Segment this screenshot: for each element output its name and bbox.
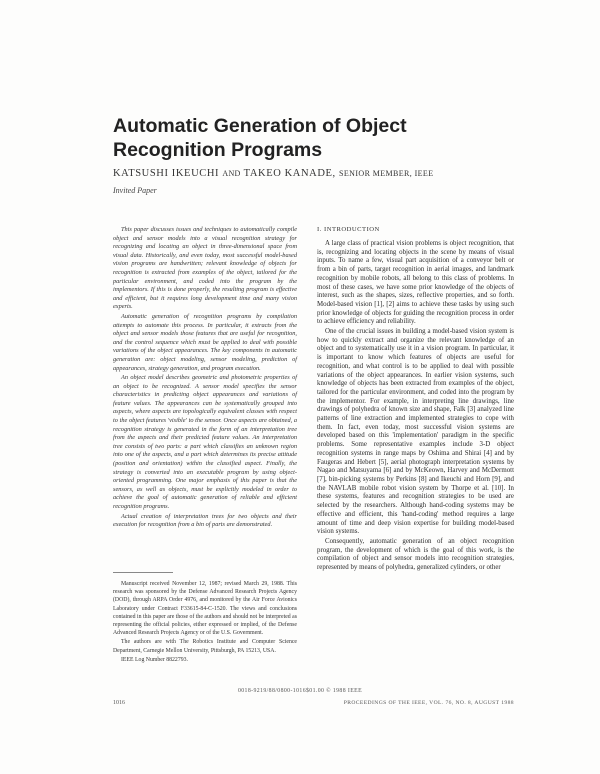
- footnote: [113, 580, 297, 678]
- author-line: [113, 168, 493, 179]
- author-ikeuchi: KATSUSHI IKEUCHI: [113, 168, 220, 179]
- intro-paragraph: Consequently, automatic generation of an object recognition program, the development of which is the goal of this work, is the compilation of object and sensor models into recognition strategies, represented by means of polyhedra, generalized cylinders, or other: [317, 537, 514, 572]
- author-membership: SENIOR MEMBER, IEEE: [339, 169, 434, 178]
- page-number: 1016: [113, 700, 125, 706]
- footnote-paragraph: IEEE Log Number 8822793.: [121, 656, 188, 663]
- abstract-paragraph: An object model describes geometric and photometric properties of an object to be recognized. A sensor model specifies the sensor characteristics in predicting object appearances and variations of feature values. The appearances can be systematically grouped into aspects, where aspects are topologically equivalent classes with respect to the object features 'visible' to the sensor. Once aspects are obtained, a recognition strategy is generated in the form of an interpretation tree from the aspects and their predicted feature values. An interpretation tree consists of two parts: a part which classifies an unknown region into one of the aspects, and a part which determines its precise attitude (position and orientation) within the classified aspect. Finally, the strategy is converted into an executable program by using object-oriented programming. One major emphasis of this paper is that the sensors, as well as objects, must be explicitly modeled in order to achieve the goal of automatic generation of reliable and efficient recognition programs.: [113, 374, 297, 510]
- introduction-heading: I. INTRODUCTION: [317, 226, 380, 233]
- intro-paragraph: A large class of practical vision problems is object recognition, that is, recognizing and locating objects in the scene by means of visual inputs. To name a few, visual part acquisition of a conveyor belt or from a bin of parts, target recognition in aerial images, and landmark recognition by mobile robots, all belong to this class of problems. In most of these cases, we have some prior knowledge of the objects of interest, such as the shapes, sizes, reflective properties, and so forth. Model-based vision [1], [2] aims to achieve these tasks by using such prior knowledge of objects for guiding the recognition process in order to achieve efficiency and reliability.: [317, 240, 514, 326]
- intro-paragraph: One of the crucial issues in building a model-based vision system is how to quickly extract and organize the relevant knowledge of an object and to systematically use it in a vision program. In particular, it is important to know which features of objects are useful for recognition, and what control is to be applied to deal with possible variations of the object appearances. In earlier vision systems, such knowledge of objects has been extracted from examples of the object, tailored for the particular environment, and coded into the program by the implementor. For example, in interpreting line drawings, line drawings of polyhedra of known size and shape, Falk [3] analyzed line patterns of line extraction and implemented strategies to cope with them. In fact, even today, most successful vision systems are developed based on this 'implementation' paradigm in the specific problems. Some representative examples include 3-D object recognition systems in range maps by Oshima and Shirai [4] and by Faugeras and Hebert [5], aerial photograph interpretation systems by Nagao and Matsuyama [6] and by McKeown, Harvey and McDermott [7], bin-picking systems by Perkins [8] and Ikeuchi and Horn [9], and the NAVLAB mobile robot vision system by Thorpe et al. [10]. In these systems, features and recognition strategies to be used are selected by the researchers. Although hand-coding systems may be effective and efficient, this 'hand-coding' method requires a large amount of time and deep vision expertise for building model-based vision systems.: [317, 328, 514, 536]
- author-kanade: TAKEO KANADE,: [243, 168, 336, 179]
- footnote-divider: [113, 572, 173, 573]
- invited-paper-label: Invited Paper: [113, 186, 157, 195]
- footnote-paragraph: The authors are with The Robotics Institute and Computer Science Department, Carnegie Mellon University, Pittsburgh, PA 15213, USA.: [113, 639, 297, 654]
- abstract-paragraph: Automatic generation of recognition programs by compilation attempts to automate this process. In particular, it extracts from the object and sensor models those features that are useful for recognition, and the control sequence which must be applied to deal with possible variations of the object appearances. The key components in automatic generation are: object modeling, sensor modeling, prediction of appearances, strategy generation, and program execution.: [113, 312, 297, 372]
- abstract: [113, 226, 297, 529]
- author-conjunction: AND: [222, 169, 241, 178]
- paper-title: Automatic Generation of Object Recognition Programs: [113, 115, 407, 161]
- journal-footer: PROCEEDINGS OF THE IEEE, VOL. 76, NO. 8, AUGUST 1988: [343, 700, 514, 706]
- footnote-paragraph: Manuscript received November 12, 1987; revised March 29, 1988. This research was sponsored by the Defense Advanced Research Projects Agency (DOD), through ARPA Order 4976, and monitored by the Air Force Avionics Laboratory under Contract F33615-84-C-1520. The views and conclusions contained in this paper are those of the authors and should not be interpreted as representing the official policies, either expressed or implied, of the Defense Advanced Research Projects Agency or of the U.S. Government.: [113, 581, 297, 637]
- abstract-paragraph: Actual creation of interpretation trees for two objects and their execution for recognition from a bin of parts are demonstrated.: [113, 512, 297, 529]
- abstract-paragraph: This paper discusses issues and techniques to automatically compile object and sensor models into a visual recognition strategy for recognizing and locating an object in three-dimensional space from visual data. Historically, and even today, most successful model-based vision programs are handwritten; relevant knowledge of objects for recognition is extracted from examples of the object, tailored for the particular environment, and coded into the program by the implementors. If this is done properly, the resulting program is effective and efficient, but it requires long development time and many vision experts.: [113, 226, 297, 311]
- introduction-body: [317, 240, 514, 680]
- copyright-code: 0018-9219/88/0800-1016$01.00 © 1988 IEEE: [237, 688, 363, 694]
